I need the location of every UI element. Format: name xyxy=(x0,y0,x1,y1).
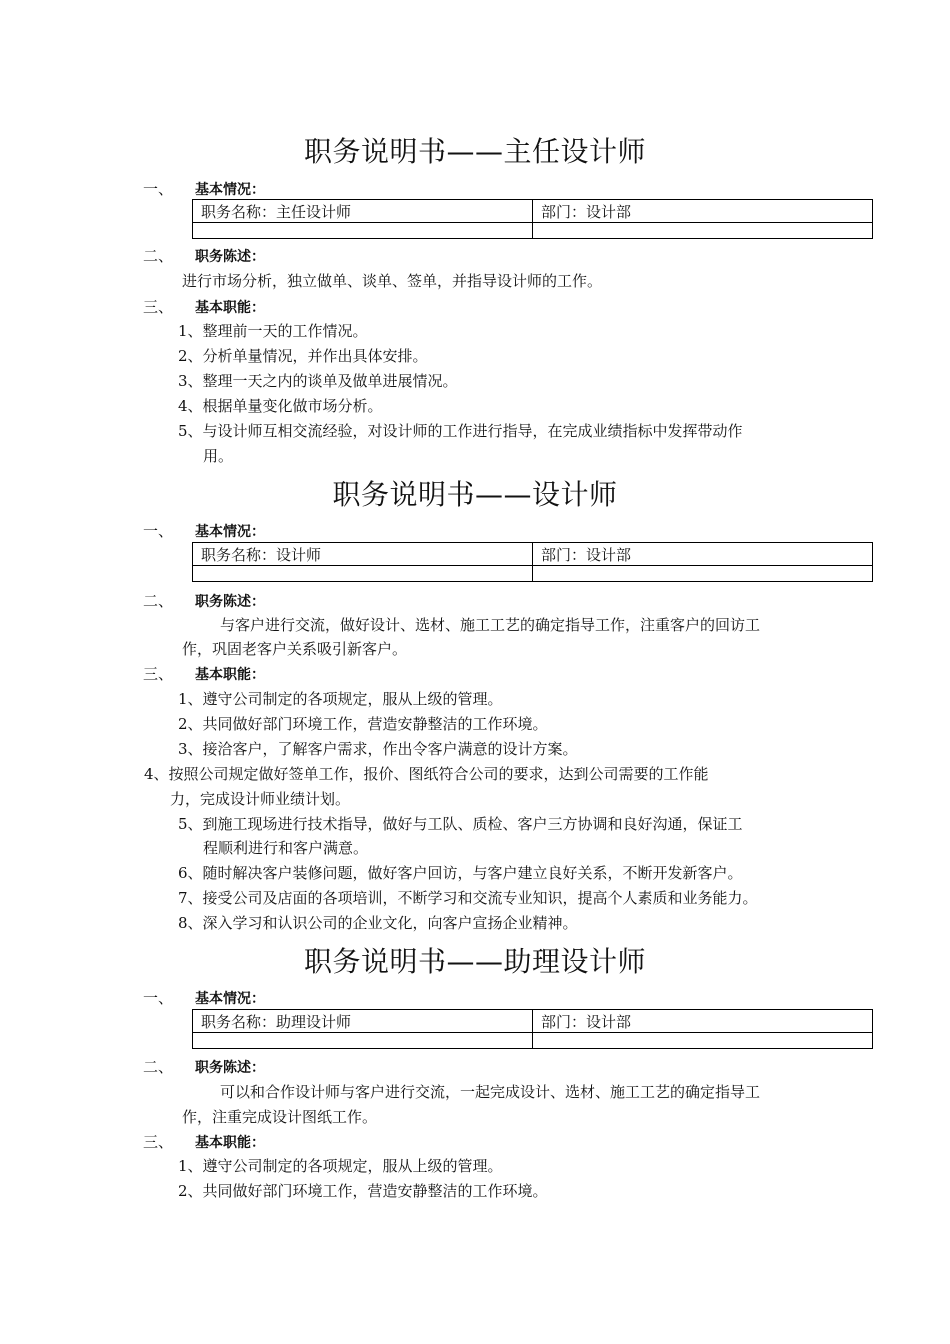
empty-cell xyxy=(533,1033,873,1049)
statement-line: 与客户进行交流，做好设计、选材、施工工艺的确定指导工作，注重客户的回访工 xyxy=(220,616,761,634)
duty-item-continuation: 程顺利进行和客户满意。 xyxy=(203,839,369,857)
duty-item-continuation: 用。 xyxy=(203,447,234,465)
section-number: 一、 xyxy=(143,522,174,540)
doc-title-chief-designer: 职务说明书——主任设计师 xyxy=(303,135,646,168)
department-cell: 部门：设计部 xyxy=(533,1010,873,1033)
section-heading: 基本情况： xyxy=(195,182,265,198)
info-table xyxy=(192,1009,873,1049)
info-table xyxy=(192,542,873,582)
section-number: 一、 xyxy=(143,180,174,198)
statement-line: 作，注重完成设计图纸工作。 xyxy=(182,1108,378,1126)
duty-item: 6、随时解决客户装修问题，做好客户回访，与客户建立良好关系，不断开发新客户。 xyxy=(178,864,743,882)
section-basic-duties xyxy=(143,296,265,317)
section-heading: 职务陈述： xyxy=(195,1060,265,1076)
section-basic-info xyxy=(143,178,265,199)
duty-item: 4、按照公司规定做好签单工作，报价、图纸符合公司的要求，达到公司需要的工作能 xyxy=(144,765,709,783)
duty-item: 3、接洽客户，了解客户需求，作出令客户满意的设计方案。 xyxy=(178,740,578,758)
section-number: 三、 xyxy=(143,665,174,683)
statement-line: 可以和合作设计师与客户进行交流，一起完成设计、选材、施工工艺的确定指导工 xyxy=(220,1083,761,1101)
info-table xyxy=(192,199,873,239)
section-basic-duties xyxy=(143,663,265,684)
section-number: 三、 xyxy=(143,1133,174,1151)
job-name-cell: 职务名称：设计师 xyxy=(193,543,533,566)
section-heading: 职务陈述： xyxy=(195,594,265,610)
duty-item: 2、共同做好部门环境工作，营造安静整洁的工作环境。 xyxy=(178,715,548,733)
section-number: 二、 xyxy=(143,1058,174,1076)
doc-title-designer: 职务说明书——设计师 xyxy=(332,478,618,511)
empty-cell xyxy=(533,566,873,582)
section-basic-duties xyxy=(143,1131,265,1152)
section-basic-info xyxy=(143,987,265,1008)
duty-item-continuation: 力，完成设计师业绩计划。 xyxy=(170,790,351,808)
section-job-statement xyxy=(143,590,265,611)
department-cell: 部门：设计部 xyxy=(533,543,873,566)
duty-item: 5、与设计师互相交流经验，对设计师的工作进行指导，在完成业绩指标中发挥带动作 xyxy=(178,422,743,440)
section-number: 二、 xyxy=(143,592,174,610)
duty-item: 5、到施工现场进行技术指导，做好与工队、质检、客户三方协调和良好沟通，保证工 xyxy=(178,815,743,833)
duty-item: 8、深入学习和认识公司的企业文化，向客户宣扬企业精神。 xyxy=(178,914,578,932)
empty-cell xyxy=(193,1033,533,1049)
section-basic-info xyxy=(143,520,265,541)
section-job-statement xyxy=(143,245,265,266)
duty-item: 2、共同做好部门环境工作，营造安静整洁的工作环境。 xyxy=(178,1182,548,1200)
duty-item: 2、分析单量情况，并作出具体安排。 xyxy=(178,347,428,365)
doc-title-assistant-designer: 职务说明书——助理设计师 xyxy=(303,945,646,978)
section-heading: 基本情况： xyxy=(195,524,265,540)
empty-cell xyxy=(533,223,873,239)
statement-line: 进行市场分析，独立做单、谈单、签单，并指导设计师的工作。 xyxy=(182,272,603,290)
empty-cell xyxy=(193,223,533,239)
section-number: 二、 xyxy=(143,247,174,265)
statement-line: 作，巩固老客户关系吸引新客户。 xyxy=(182,640,408,658)
section-heading: 基本职能： xyxy=(195,1135,265,1151)
duty-item: 1、遵守公司制定的各项规定，服从上级的管理。 xyxy=(178,1157,503,1175)
empty-cell xyxy=(193,566,533,582)
duty-item: 1、遵守公司制定的各项规定，服从上级的管理。 xyxy=(178,690,503,708)
duty-item: 7、接受公司及店面的各项培训，不断学习和交流专业知识，提高个人素质和业务能力。 xyxy=(178,889,758,907)
department-cell: 部门：设计部 xyxy=(533,200,873,223)
section-heading: 职务陈述： xyxy=(195,249,265,265)
section-number: 三、 xyxy=(143,298,174,316)
section-heading: 基本职能： xyxy=(195,300,265,316)
section-number: 一、 xyxy=(143,989,174,1007)
duty-item: 4、根据单量变化做市场分析。 xyxy=(178,397,383,415)
section-heading: 基本情况： xyxy=(195,991,265,1007)
duty-item: 1、整理前一天的工作情况。 xyxy=(178,322,368,340)
section-heading: 基本职能： xyxy=(195,667,265,683)
job-name-cell: 职务名称：主任设计师 xyxy=(193,200,533,223)
duty-item: 3、整理一天之内的谈单及做单进展情况。 xyxy=(178,372,458,390)
job-name-cell: 职务名称：助理设计师 xyxy=(193,1010,533,1033)
section-job-statement xyxy=(143,1056,265,1077)
